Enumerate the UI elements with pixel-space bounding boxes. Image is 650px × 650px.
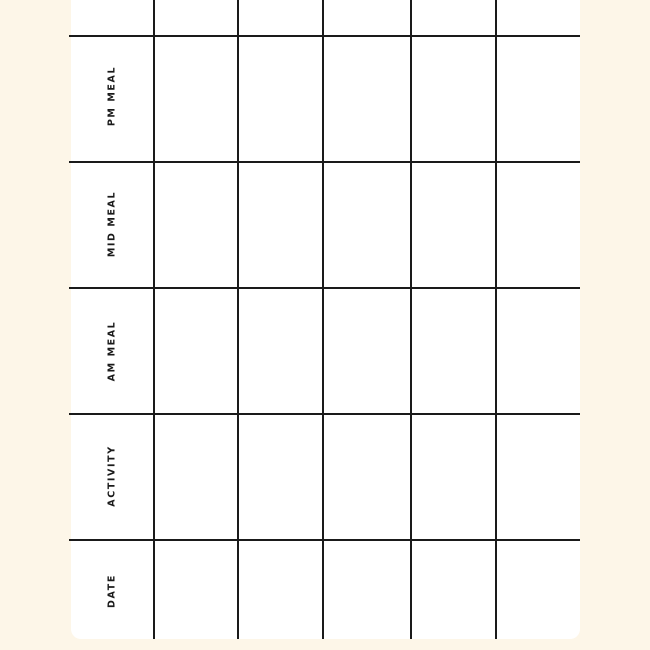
entry-cell-am-meal-1[interactable] bbox=[155, 289, 237, 413]
entry-cell-activity-4[interactable] bbox=[412, 415, 495, 539]
entry-cell-top-row-4[interactable] bbox=[412, 0, 495, 35]
entry-cell-top-row-2[interactable] bbox=[239, 0, 322, 35]
entry-cell-pm-meal-4[interactable] bbox=[412, 37, 495, 161]
entry-cell-pm-meal-3[interactable] bbox=[324, 37, 410, 161]
entry-cell-activity-1[interactable] bbox=[155, 415, 237, 539]
entry-cell-mid-meal-3[interactable] bbox=[324, 163, 410, 287]
entry-cell-mid-meal-1[interactable] bbox=[155, 163, 237, 287]
entry-cell-mid-meal-4[interactable] bbox=[412, 163, 495, 287]
entry-cell-pm-meal-1[interactable] bbox=[155, 37, 237, 161]
entry-cell-activity-2[interactable] bbox=[239, 415, 322, 539]
entry-cell-date-4[interactable] bbox=[412, 541, 495, 637]
entry-cell-am-meal-3[interactable] bbox=[324, 289, 410, 413]
entry-cell-am-meal-2[interactable] bbox=[239, 289, 322, 413]
entry-cell-top-row-1[interactable] bbox=[155, 0, 237, 35]
entry-cell-date-3[interactable] bbox=[324, 541, 410, 637]
entry-cell-date-1[interactable] bbox=[155, 541, 237, 637]
entry-cell-am-meal-5[interactable] bbox=[497, 289, 578, 413]
row-label-date: DATE bbox=[106, 574, 118, 608]
entry-cell-am-meal-4[interactable] bbox=[412, 289, 495, 413]
entry-cell-top-row-3[interactable] bbox=[324, 0, 410, 35]
entry-cell-mid-meal-2[interactable] bbox=[239, 163, 322, 287]
row-label-activity: ACTIVITY bbox=[106, 445, 118, 507]
row-label-am-meal: AM MEAL bbox=[106, 320, 118, 382]
entry-cell-mid-meal-5[interactable] bbox=[497, 163, 578, 287]
entry-cell-date-2[interactable] bbox=[239, 541, 322, 637]
entry-cell-pm-meal-2[interactable] bbox=[239, 37, 322, 161]
entry-cell-pm-meal-5[interactable] bbox=[497, 37, 578, 161]
row-label-pm-meal: PM MEAL bbox=[106, 65, 118, 127]
entry-cell-top-row-5[interactable] bbox=[497, 0, 578, 35]
entry-cell-date-5[interactable] bbox=[497, 541, 578, 637]
row-label-mid-meal: MID MEAL bbox=[106, 190, 118, 258]
entry-cell-activity-5[interactable] bbox=[497, 415, 578, 539]
entry-cell-activity-3[interactable] bbox=[324, 415, 410, 539]
